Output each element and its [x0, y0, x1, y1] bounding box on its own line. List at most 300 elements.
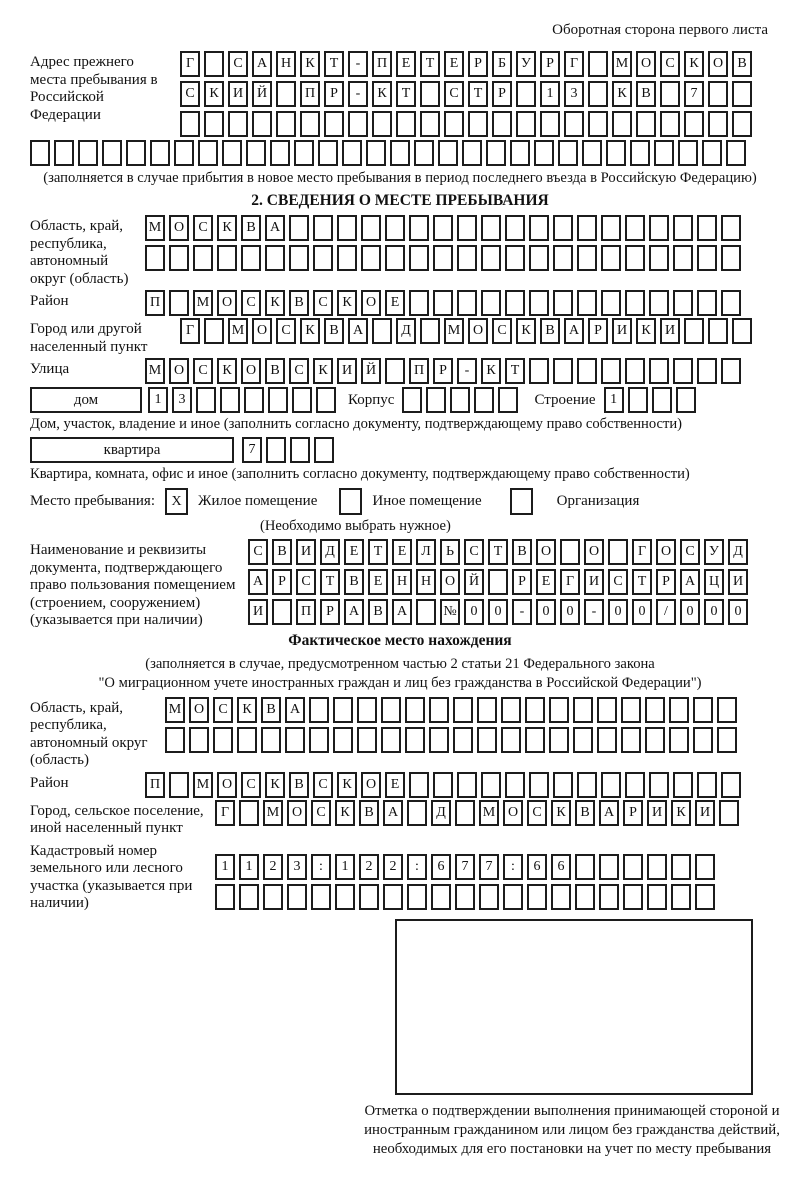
- char-box[interactable]: [719, 800, 739, 826]
- char-box[interactable]: В: [261, 697, 281, 723]
- char-box[interactable]: [438, 140, 458, 166]
- char-box[interactable]: [660, 81, 680, 107]
- char-box[interactable]: С: [313, 290, 333, 316]
- char-box[interactable]: [193, 245, 213, 271]
- char-box[interactable]: [174, 140, 194, 166]
- char-box[interactable]: И: [584, 569, 604, 595]
- char-box[interactable]: Т: [420, 51, 440, 77]
- char-box[interactable]: [309, 727, 329, 753]
- char-box[interactable]: [268, 387, 288, 413]
- char-box[interactable]: [244, 387, 264, 413]
- char-box[interactable]: 0: [728, 599, 748, 625]
- char-box[interactable]: [444, 111, 464, 137]
- char-box[interactable]: [582, 140, 602, 166]
- char-box[interactable]: [601, 245, 621, 271]
- char-box[interactable]: Ь: [440, 539, 460, 565]
- char-box[interactable]: [708, 111, 728, 137]
- char-box[interactable]: К: [237, 697, 257, 723]
- char-box[interactable]: [549, 727, 569, 753]
- char-box[interactable]: [462, 140, 482, 166]
- char-box[interactable]: [529, 245, 549, 271]
- char-box[interactable]: [695, 884, 715, 910]
- checkbox-other-premises[interactable]: [339, 488, 362, 515]
- char-box[interactable]: [189, 727, 209, 753]
- char-box[interactable]: Т: [632, 569, 652, 595]
- char-box[interactable]: [488, 569, 508, 595]
- char-box[interactable]: [468, 111, 488, 137]
- char-box[interactable]: [510, 140, 530, 166]
- char-box[interactable]: [671, 854, 691, 880]
- char-box[interactable]: М: [228, 318, 248, 344]
- char-box[interactable]: [597, 727, 617, 753]
- char-box[interactable]: [697, 290, 717, 316]
- char-box[interactable]: 0: [680, 599, 700, 625]
- char-box[interactable]: [357, 697, 377, 723]
- char-box[interactable]: [372, 318, 392, 344]
- char-box[interactable]: С: [193, 215, 213, 241]
- char-box[interactable]: [553, 772, 573, 798]
- char-box[interactable]: [693, 697, 713, 723]
- char-box[interactable]: Р: [588, 318, 608, 344]
- char-box[interactable]: Р: [656, 569, 676, 595]
- char-box[interactable]: С: [608, 569, 628, 595]
- char-box[interactable]: В: [272, 539, 292, 565]
- char-box[interactable]: В: [289, 290, 309, 316]
- char-box[interactable]: [717, 727, 737, 753]
- char-box[interactable]: У: [516, 51, 536, 77]
- char-box[interactable]: 0: [488, 599, 508, 625]
- char-box[interactable]: [165, 727, 185, 753]
- char-box[interactable]: О: [503, 800, 523, 826]
- char-box[interactable]: 0: [632, 599, 652, 625]
- char-box[interactable]: [516, 81, 536, 107]
- char-box[interactable]: [525, 697, 545, 723]
- char-box[interactable]: [409, 215, 429, 241]
- char-box[interactable]: [409, 290, 429, 316]
- char-box[interactable]: [525, 727, 545, 753]
- char-box[interactable]: А: [348, 318, 368, 344]
- char-box[interactable]: [560, 539, 580, 565]
- char-box[interactable]: [732, 318, 752, 344]
- char-box[interactable]: 2: [383, 854, 403, 880]
- char-box[interactable]: [647, 884, 667, 910]
- checkbox-residential[interactable]: X: [165, 488, 188, 515]
- char-box[interactable]: А: [599, 800, 619, 826]
- char-box[interactable]: И: [228, 81, 248, 107]
- char-box[interactable]: Е: [344, 539, 364, 565]
- char-box[interactable]: [625, 772, 645, 798]
- char-box[interactable]: К: [265, 290, 285, 316]
- char-box[interactable]: 1: [335, 854, 355, 880]
- char-box[interactable]: [450, 387, 470, 413]
- char-box[interactable]: Г: [215, 800, 235, 826]
- char-box[interactable]: [645, 697, 665, 723]
- char-box[interactable]: К: [300, 318, 320, 344]
- char-box[interactable]: С: [311, 800, 331, 826]
- char-box[interactable]: [426, 387, 446, 413]
- char-box[interactable]: [588, 51, 608, 77]
- char-box[interactable]: М: [193, 290, 213, 316]
- char-box[interactable]: 3: [172, 387, 192, 413]
- char-box[interactable]: [649, 290, 669, 316]
- char-box[interactable]: [697, 245, 717, 271]
- char-box[interactable]: [457, 290, 477, 316]
- char-box[interactable]: [708, 318, 728, 344]
- char-box[interactable]: [204, 111, 224, 137]
- char-box[interactable]: [721, 358, 741, 384]
- char-box[interactable]: [505, 290, 525, 316]
- char-box[interactable]: Р: [320, 599, 340, 625]
- char-box[interactable]: [366, 140, 386, 166]
- char-box[interactable]: [621, 697, 641, 723]
- char-box[interactable]: О: [656, 539, 676, 565]
- char-box[interactable]: 7: [684, 81, 704, 107]
- char-box[interactable]: [498, 387, 518, 413]
- char-box[interactable]: К: [300, 51, 320, 77]
- char-box[interactable]: [261, 727, 281, 753]
- char-box[interactable]: [588, 111, 608, 137]
- char-box[interactable]: Н: [392, 569, 412, 595]
- char-box[interactable]: [636, 111, 656, 137]
- char-box[interactable]: [601, 215, 621, 241]
- char-box[interactable]: И: [296, 539, 316, 565]
- char-box[interactable]: [385, 215, 405, 241]
- char-box[interactable]: [625, 245, 645, 271]
- char-box[interactable]: О: [361, 772, 381, 798]
- char-box[interactable]: [577, 358, 597, 384]
- char-box[interactable]: С: [193, 358, 213, 384]
- char-box[interactable]: [357, 727, 377, 753]
- char-box[interactable]: [474, 387, 494, 413]
- char-box[interactable]: [564, 111, 584, 137]
- char-box[interactable]: [597, 697, 617, 723]
- char-box[interactable]: М: [612, 51, 632, 77]
- char-box[interactable]: [420, 81, 440, 107]
- char-box[interactable]: С: [213, 697, 233, 723]
- char-box[interactable]: [239, 800, 259, 826]
- char-box[interactable]: [433, 772, 453, 798]
- char-box[interactable]: :: [503, 854, 523, 880]
- char-box[interactable]: К: [217, 215, 237, 241]
- char-box[interactable]: С: [228, 51, 248, 77]
- char-box[interactable]: К: [612, 81, 632, 107]
- char-box[interactable]: В: [732, 51, 752, 77]
- char-box[interactable]: [217, 245, 237, 271]
- char-box[interactable]: [529, 772, 549, 798]
- char-box[interactable]: [669, 697, 689, 723]
- char-box[interactable]: [289, 215, 309, 241]
- char-box[interactable]: К: [204, 81, 224, 107]
- char-box[interactable]: [645, 727, 665, 753]
- char-box[interactable]: [551, 884, 571, 910]
- char-box[interactable]: Ц: [704, 569, 724, 595]
- char-box[interactable]: 3: [287, 854, 307, 880]
- char-box[interactable]: [405, 697, 425, 723]
- char-box[interactable]: 6: [527, 854, 547, 880]
- char-box[interactable]: [481, 290, 501, 316]
- char-box[interactable]: П: [296, 599, 316, 625]
- char-box[interactable]: [318, 140, 338, 166]
- char-box[interactable]: К: [337, 290, 357, 316]
- char-box[interactable]: [215, 884, 235, 910]
- char-box[interactable]: М: [145, 358, 165, 384]
- char-box[interactable]: [335, 884, 355, 910]
- char-box[interactable]: [501, 727, 521, 753]
- char-box[interactable]: [252, 111, 272, 137]
- char-box[interactable]: П: [372, 51, 392, 77]
- char-box[interactable]: [721, 772, 741, 798]
- char-box[interactable]: М: [444, 318, 464, 344]
- char-box[interactable]: [228, 111, 248, 137]
- char-box[interactable]: О: [440, 569, 460, 595]
- char-box[interactable]: [693, 727, 713, 753]
- char-box[interactable]: Е: [536, 569, 556, 595]
- char-box[interactable]: И: [695, 800, 715, 826]
- char-box[interactable]: [433, 245, 453, 271]
- char-box[interactable]: [573, 697, 593, 723]
- char-box[interactable]: [409, 772, 429, 798]
- char-box[interactable]: [180, 111, 200, 137]
- char-box[interactable]: 0: [464, 599, 484, 625]
- char-box[interactable]: С: [464, 539, 484, 565]
- char-box[interactable]: У: [704, 539, 724, 565]
- char-box[interactable]: [431, 884, 451, 910]
- char-box[interactable]: 1: [239, 854, 259, 880]
- char-box[interactable]: 1: [540, 81, 560, 107]
- char-box[interactable]: [575, 884, 595, 910]
- char-box[interactable]: :: [407, 854, 427, 880]
- char-box[interactable]: [577, 772, 597, 798]
- char-box[interactable]: В: [575, 800, 595, 826]
- char-box[interactable]: И: [612, 318, 632, 344]
- char-box[interactable]: Г: [564, 51, 584, 77]
- char-box[interactable]: [420, 111, 440, 137]
- char-box[interactable]: М: [193, 772, 213, 798]
- char-box[interactable]: 6: [431, 854, 451, 880]
- char-box[interactable]: [102, 140, 122, 166]
- char-box[interactable]: [671, 884, 691, 910]
- char-box[interactable]: [289, 245, 309, 271]
- char-box[interactable]: [145, 245, 165, 271]
- char-box[interactable]: Р: [623, 800, 643, 826]
- char-box[interactable]: [695, 854, 715, 880]
- char-box[interactable]: [673, 358, 693, 384]
- char-box[interactable]: [577, 215, 597, 241]
- char-box[interactable]: А: [564, 318, 584, 344]
- char-box[interactable]: Н: [276, 51, 296, 77]
- char-box[interactable]: С: [680, 539, 700, 565]
- char-box[interactable]: С: [527, 800, 547, 826]
- char-box[interactable]: [429, 697, 449, 723]
- char-box[interactable]: Д: [320, 539, 340, 565]
- char-box[interactable]: [285, 727, 305, 753]
- char-box[interactable]: А: [680, 569, 700, 595]
- char-box[interactable]: В: [359, 800, 379, 826]
- char-box[interactable]: [660, 111, 680, 137]
- char-box[interactable]: -: [584, 599, 604, 625]
- char-box[interactable]: [654, 140, 674, 166]
- char-box[interactable]: [505, 215, 525, 241]
- char-box[interactable]: [577, 290, 597, 316]
- char-box[interactable]: И: [337, 358, 357, 384]
- char-box[interactable]: [599, 884, 619, 910]
- char-box[interactable]: О: [536, 539, 556, 565]
- char-box[interactable]: [652, 387, 672, 413]
- char-box[interactable]: Р: [468, 51, 488, 77]
- char-box[interactable]: Т: [396, 81, 416, 107]
- char-box[interactable]: О: [252, 318, 272, 344]
- char-box[interactable]: 6: [551, 854, 571, 880]
- char-box[interactable]: В: [636, 81, 656, 107]
- char-box[interactable]: [169, 772, 189, 798]
- char-box[interactable]: Е: [396, 51, 416, 77]
- char-box[interactable]: [213, 727, 233, 753]
- char-box[interactable]: 0: [608, 599, 628, 625]
- char-box[interactable]: Г: [180, 51, 200, 77]
- char-box[interactable]: [573, 727, 593, 753]
- char-box[interactable]: [342, 140, 362, 166]
- char-box[interactable]: [601, 290, 621, 316]
- char-box[interactable]: О: [584, 539, 604, 565]
- char-box[interactable]: Т: [488, 539, 508, 565]
- char-box[interactable]: [265, 245, 285, 271]
- char-box[interactable]: М: [479, 800, 499, 826]
- char-box[interactable]: [455, 800, 475, 826]
- char-box[interactable]: С: [313, 772, 333, 798]
- char-box[interactable]: -: [512, 599, 532, 625]
- char-box[interactable]: [678, 140, 698, 166]
- char-box[interactable]: Е: [368, 569, 388, 595]
- char-box[interactable]: [516, 111, 536, 137]
- char-box[interactable]: [241, 245, 261, 271]
- char-box[interactable]: О: [217, 290, 237, 316]
- char-box[interactable]: А: [265, 215, 285, 241]
- char-box[interactable]: О: [708, 51, 728, 77]
- char-box[interactable]: О: [189, 697, 209, 723]
- char-box[interactable]: [529, 358, 549, 384]
- char-box[interactable]: [348, 111, 368, 137]
- char-box[interactable]: С: [296, 569, 316, 595]
- char-box[interactable]: [673, 245, 693, 271]
- char-box[interactable]: [276, 81, 296, 107]
- char-box[interactable]: [54, 140, 74, 166]
- char-box[interactable]: [294, 140, 314, 166]
- char-box[interactable]: [222, 140, 242, 166]
- char-box[interactable]: Л: [416, 539, 436, 565]
- char-box[interactable]: Д: [431, 800, 451, 826]
- char-box[interactable]: Й: [361, 358, 381, 384]
- char-box[interactable]: С: [444, 81, 464, 107]
- char-box[interactable]: [78, 140, 98, 166]
- char-box[interactable]: [337, 215, 357, 241]
- char-box[interactable]: [721, 290, 741, 316]
- char-box[interactable]: О: [217, 772, 237, 798]
- char-box[interactable]: [726, 140, 746, 166]
- char-box[interactable]: О: [361, 290, 381, 316]
- char-box[interactable]: С: [241, 290, 261, 316]
- char-box[interactable]: [481, 245, 501, 271]
- char-box[interactable]: С: [276, 318, 296, 344]
- char-box[interactable]: [599, 854, 619, 880]
- char-box[interactable]: М: [165, 697, 185, 723]
- char-box[interactable]: [501, 697, 521, 723]
- char-box[interactable]: [385, 358, 405, 384]
- char-box[interactable]: В: [540, 318, 560, 344]
- char-box[interactable]: [649, 772, 669, 798]
- char-box[interactable]: [553, 358, 573, 384]
- char-box[interactable]: [721, 215, 741, 241]
- char-box[interactable]: А: [248, 569, 268, 595]
- char-box[interactable]: Й: [252, 81, 272, 107]
- char-box[interactable]: Г: [632, 539, 652, 565]
- char-box[interactable]: В: [368, 599, 388, 625]
- char-box[interactable]: Д: [396, 318, 416, 344]
- char-box[interactable]: [169, 245, 189, 271]
- char-box[interactable]: [669, 727, 689, 753]
- char-box[interactable]: [702, 140, 722, 166]
- char-box[interactable]: [457, 772, 477, 798]
- char-box[interactable]: [292, 387, 312, 413]
- char-box[interactable]: 1: [148, 387, 168, 413]
- char-box[interactable]: [553, 215, 573, 241]
- char-box[interactable]: [601, 772, 621, 798]
- char-box[interactable]: Е: [444, 51, 464, 77]
- char-box[interactable]: [527, 884, 547, 910]
- char-box[interactable]: [361, 245, 381, 271]
- char-box[interactable]: №: [440, 599, 460, 625]
- char-box[interactable]: Т: [368, 539, 388, 565]
- char-box[interactable]: [477, 697, 497, 723]
- char-box[interactable]: [453, 727, 473, 753]
- char-box[interactable]: К: [217, 358, 237, 384]
- char-box[interactable]: [196, 387, 216, 413]
- char-box[interactable]: В: [241, 215, 261, 241]
- char-box[interactable]: К: [481, 358, 501, 384]
- char-box[interactable]: О: [169, 358, 189, 384]
- char-box[interactable]: 0: [560, 599, 580, 625]
- char-box[interactable]: А: [285, 697, 305, 723]
- char-box[interactable]: :: [311, 854, 331, 880]
- char-box[interactable]: [481, 215, 501, 241]
- char-box[interactable]: [381, 697, 401, 723]
- char-box[interactable]: И: [647, 800, 667, 826]
- char-box[interactable]: [673, 290, 693, 316]
- char-box[interactable]: Т: [324, 51, 344, 77]
- char-box[interactable]: [311, 884, 331, 910]
- char-box[interactable]: Р: [272, 569, 292, 595]
- char-box[interactable]: К: [337, 772, 357, 798]
- char-box[interactable]: [558, 140, 578, 166]
- char-box[interactable]: [390, 140, 410, 166]
- char-box[interactable]: [503, 884, 523, 910]
- char-box[interactable]: Е: [385, 290, 405, 316]
- char-box[interactable]: [313, 215, 333, 241]
- char-box[interactable]: Е: [392, 539, 412, 565]
- char-box[interactable]: [708, 81, 728, 107]
- char-box[interactable]: [588, 81, 608, 107]
- char-box[interactable]: [721, 245, 741, 271]
- char-box[interactable]: К: [671, 800, 691, 826]
- char-box[interactable]: О: [287, 800, 307, 826]
- char-box[interactable]: О: [468, 318, 488, 344]
- char-box[interactable]: [625, 215, 645, 241]
- char-box[interactable]: [628, 387, 648, 413]
- char-box[interactable]: Р: [324, 81, 344, 107]
- char-box[interactable]: [263, 884, 283, 910]
- char-box[interactable]: [433, 215, 453, 241]
- char-box[interactable]: [402, 387, 422, 413]
- char-box[interactable]: О: [241, 358, 261, 384]
